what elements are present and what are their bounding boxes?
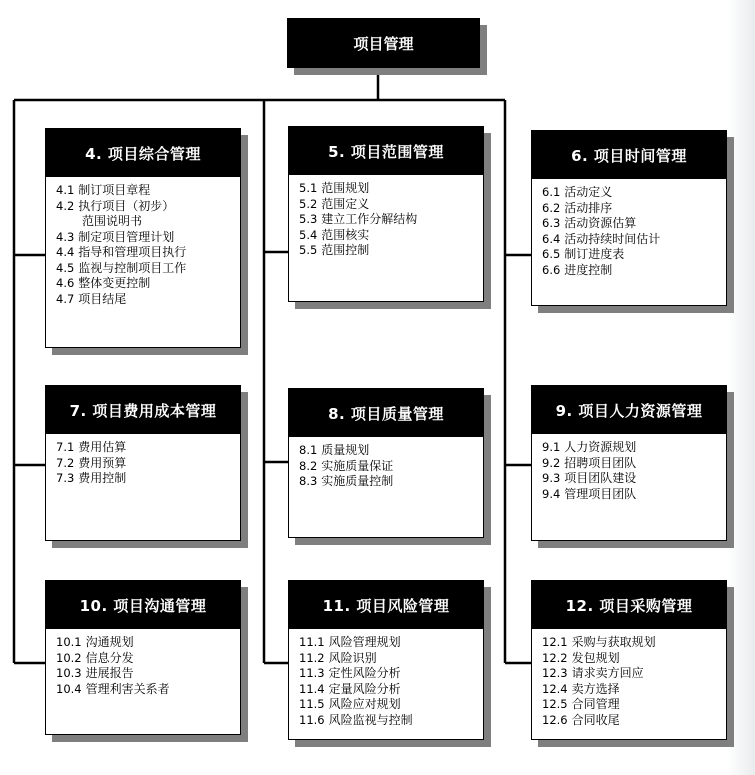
process-item	[56, 635, 232, 651]
knowledge-area-title: 5. 项目范围管理	[289, 127, 483, 175]
process-number: 12.5	[542, 697, 568, 711]
process-name: 费用估算	[78, 440, 127, 454]
process-name: 定性风险分析	[328, 666, 401, 680]
process-item	[56, 456, 232, 472]
process-number: 11.1	[299, 635, 325, 649]
process-name: 整体变更控制	[78, 276, 151, 290]
knowledge-area-box	[531, 385, 727, 541]
process-number: 10.1	[56, 635, 82, 649]
knowledge-area-title: 12. 项目采购管理	[532, 581, 726, 629]
process-item	[542, 635, 718, 651]
process-name: 合同收尾	[571, 712, 620, 727]
process-number: 9.4	[542, 486, 561, 501]
process-number: 4.5	[56, 260, 75, 275]
process-name: 实施质量保证	[321, 458, 394, 473]
process-number: 5.1	[299, 181, 318, 195]
process-name: 进度控制	[564, 262, 613, 277]
process-name: 指导和管理项目执行	[78, 245, 187, 259]
process-name: 进展报告	[85, 666, 134, 680]
process-number: 10.4	[56, 681, 82, 696]
process-item	[299, 713, 475, 729]
process-item	[56, 214, 232, 230]
process-name: 沟通规划	[85, 635, 134, 649]
process-item	[56, 292, 232, 308]
process-item	[542, 651, 718, 667]
process-number: 6.2	[542, 200, 561, 215]
process-name: 活动资源估算	[564, 216, 637, 230]
process-name: 费用控制	[78, 471, 127, 485]
process-name: 活动持续时间估计	[564, 231, 661, 246]
process-number: 4.7	[56, 291, 75, 306]
process-number: 5.3	[299, 212, 318, 226]
process-number: 11.6	[299, 712, 325, 727]
process-item	[56, 245, 232, 261]
process-number: 6.4	[542, 231, 561, 246]
process-item	[299, 682, 475, 698]
process-name: 活动排序	[564, 200, 613, 215]
process-list	[532, 179, 726, 284]
process-name: 执行项目（初步）	[78, 198, 175, 213]
process-number: 11.5	[299, 697, 325, 711]
process-item	[542, 682, 718, 698]
process-number: 4.6	[56, 276, 75, 290]
process-number: 4.3	[56, 229, 75, 244]
process-number: 12.6	[542, 712, 568, 727]
process-name: 范围控制	[321, 243, 370, 257]
process-name: 范围定义	[321, 196, 370, 211]
knowledge-area-title: 8. 项目质量管理	[289, 389, 483, 437]
process-item	[56, 199, 232, 215]
knowledge-area-box	[288, 388, 484, 538]
process-number: 7.1	[56, 440, 75, 454]
process-number: 11.3	[299, 666, 325, 680]
knowledge-area-box	[45, 385, 241, 541]
process-name: 制订进度表	[564, 247, 625, 261]
process-number: 6.1	[542, 185, 561, 199]
process-number: 12.4	[542, 681, 568, 696]
process-item	[56, 666, 232, 682]
process-name: 采购与获取规划	[571, 635, 656, 649]
process-name: 请求卖方回应	[571, 666, 644, 680]
process-number: 10.2	[56, 650, 82, 665]
process-name: 建立工作分解结构	[321, 212, 418, 226]
process-item	[542, 232, 718, 248]
process-item	[56, 276, 232, 292]
process-number: 11.2	[299, 650, 325, 665]
process-item	[299, 243, 475, 259]
process-name: 项目团队建设	[564, 471, 637, 485]
process-name: 人力资源规划	[564, 440, 637, 454]
process-item	[56, 651, 232, 667]
process-list	[46, 177, 240, 313]
process-name: 信息分发	[85, 650, 134, 665]
process-item	[56, 440, 232, 456]
process-number: 4.1	[56, 183, 75, 197]
process-item	[542, 263, 718, 279]
process-name: 项目结尾	[78, 291, 127, 306]
process-item	[542, 440, 718, 456]
process-item	[56, 183, 232, 199]
process-item	[56, 471, 232, 487]
process-name: 定量风险分析	[328, 681, 401, 696]
process-item	[542, 201, 718, 217]
process-name: 合同管理	[571, 697, 620, 711]
knowledge-area-title: 10. 项目沟通管理	[46, 581, 240, 629]
process-item	[56, 261, 232, 277]
process-item	[299, 697, 475, 713]
process-number: 6.6	[542, 262, 561, 277]
process-name: 卖方选择	[571, 681, 620, 696]
process-name: 风险监视与控制	[328, 712, 413, 727]
knowledge-area-box	[288, 580, 484, 740]
process-item	[299, 212, 475, 228]
process-item	[542, 216, 718, 232]
process-name: 风险识别	[328, 650, 377, 665]
knowledge-area-title: 7. 项目费用成本管理	[46, 386, 240, 434]
process-name: 风险管理规划	[328, 635, 401, 649]
process-item	[299, 635, 475, 651]
process-name: 实施质量控制	[321, 474, 394, 488]
process-name: 范围说明书	[82, 214, 143, 228]
process-name: 费用预算	[78, 455, 127, 470]
knowledge-area-title: 11. 项目风险管理	[289, 581, 483, 629]
process-item	[299, 197, 475, 213]
process-item	[299, 181, 475, 197]
process-number: 12.2	[542, 650, 568, 665]
knowledge-area-box	[288, 126, 484, 302]
process-item	[299, 443, 475, 459]
process-item	[299, 228, 475, 244]
root-box-project-management: 项目管理	[287, 18, 480, 68]
process-item	[542, 247, 718, 263]
process-number: 5.2	[299, 196, 318, 211]
process-number: 5.5	[299, 243, 318, 257]
process-name: 监视与控制项目工作	[78, 260, 187, 275]
process-name: 管理项目团队	[564, 486, 637, 501]
knowledge-area-box	[531, 130, 727, 306]
knowledge-area-box	[531, 580, 727, 740]
process-list	[289, 437, 483, 496]
process-number: 6.3	[542, 216, 561, 230]
process-name: 制订项目章程	[78, 183, 151, 197]
knowledge-area-title: 4. 项目综合管理	[46, 129, 240, 177]
process-list	[532, 434, 726, 508]
knowledge-area-title: 6. 项目时间管理	[532, 131, 726, 179]
process-item	[542, 185, 718, 201]
process-name: 制定项目管理计划	[78, 229, 175, 244]
process-number: 8.3	[299, 474, 318, 488]
process-item	[542, 713, 718, 729]
knowledge-area-box	[45, 128, 241, 348]
process-number: 11.4	[299, 681, 325, 696]
process-item	[56, 682, 232, 698]
process-number: 5.4	[299, 227, 318, 242]
process-number: 9.2	[542, 455, 561, 470]
process-item	[542, 697, 718, 713]
process-number: 4.4	[56, 245, 75, 259]
process-number: 9.1	[542, 440, 561, 454]
process-number: 9.3	[542, 471, 561, 485]
process-list	[46, 629, 240, 703]
process-number: 4.2	[56, 198, 75, 213]
process-number: 12.1	[542, 635, 568, 649]
process-item	[299, 459, 475, 475]
process-list	[289, 175, 483, 265]
process-number: 6.5	[542, 247, 561, 261]
process-list	[289, 629, 483, 734]
process-item	[299, 651, 475, 667]
process-item	[542, 456, 718, 472]
process-name: 质量规划	[321, 443, 370, 457]
process-name: 活动定义	[564, 185, 613, 199]
process-number: 12.3	[542, 666, 568, 680]
process-item	[56, 230, 232, 246]
process-number: 7.3	[56, 471, 75, 485]
process-item	[299, 666, 475, 682]
process-name: 风险应对规划	[328, 697, 401, 711]
process-name: 管理利害关系者	[85, 681, 170, 696]
process-item	[542, 487, 718, 503]
process-number: 8.2	[299, 458, 318, 473]
process-item	[542, 666, 718, 682]
process-number: 7.2	[56, 455, 75, 470]
process-item	[299, 474, 475, 490]
process-list	[532, 629, 726, 734]
process-number: 10.3	[56, 666, 82, 680]
process-number: 8.1	[299, 443, 318, 457]
process-item	[542, 471, 718, 487]
knowledge-area-title: 9. 项目人力资源管理	[532, 386, 726, 434]
knowledge-area-box	[45, 580, 241, 735]
process-list	[46, 434, 240, 493]
process-name: 招聘项目团队	[564, 455, 637, 470]
process-name: 范围规划	[321, 181, 370, 195]
process-name: 发包规划	[571, 650, 620, 665]
process-name: 范围核实	[321, 227, 370, 242]
